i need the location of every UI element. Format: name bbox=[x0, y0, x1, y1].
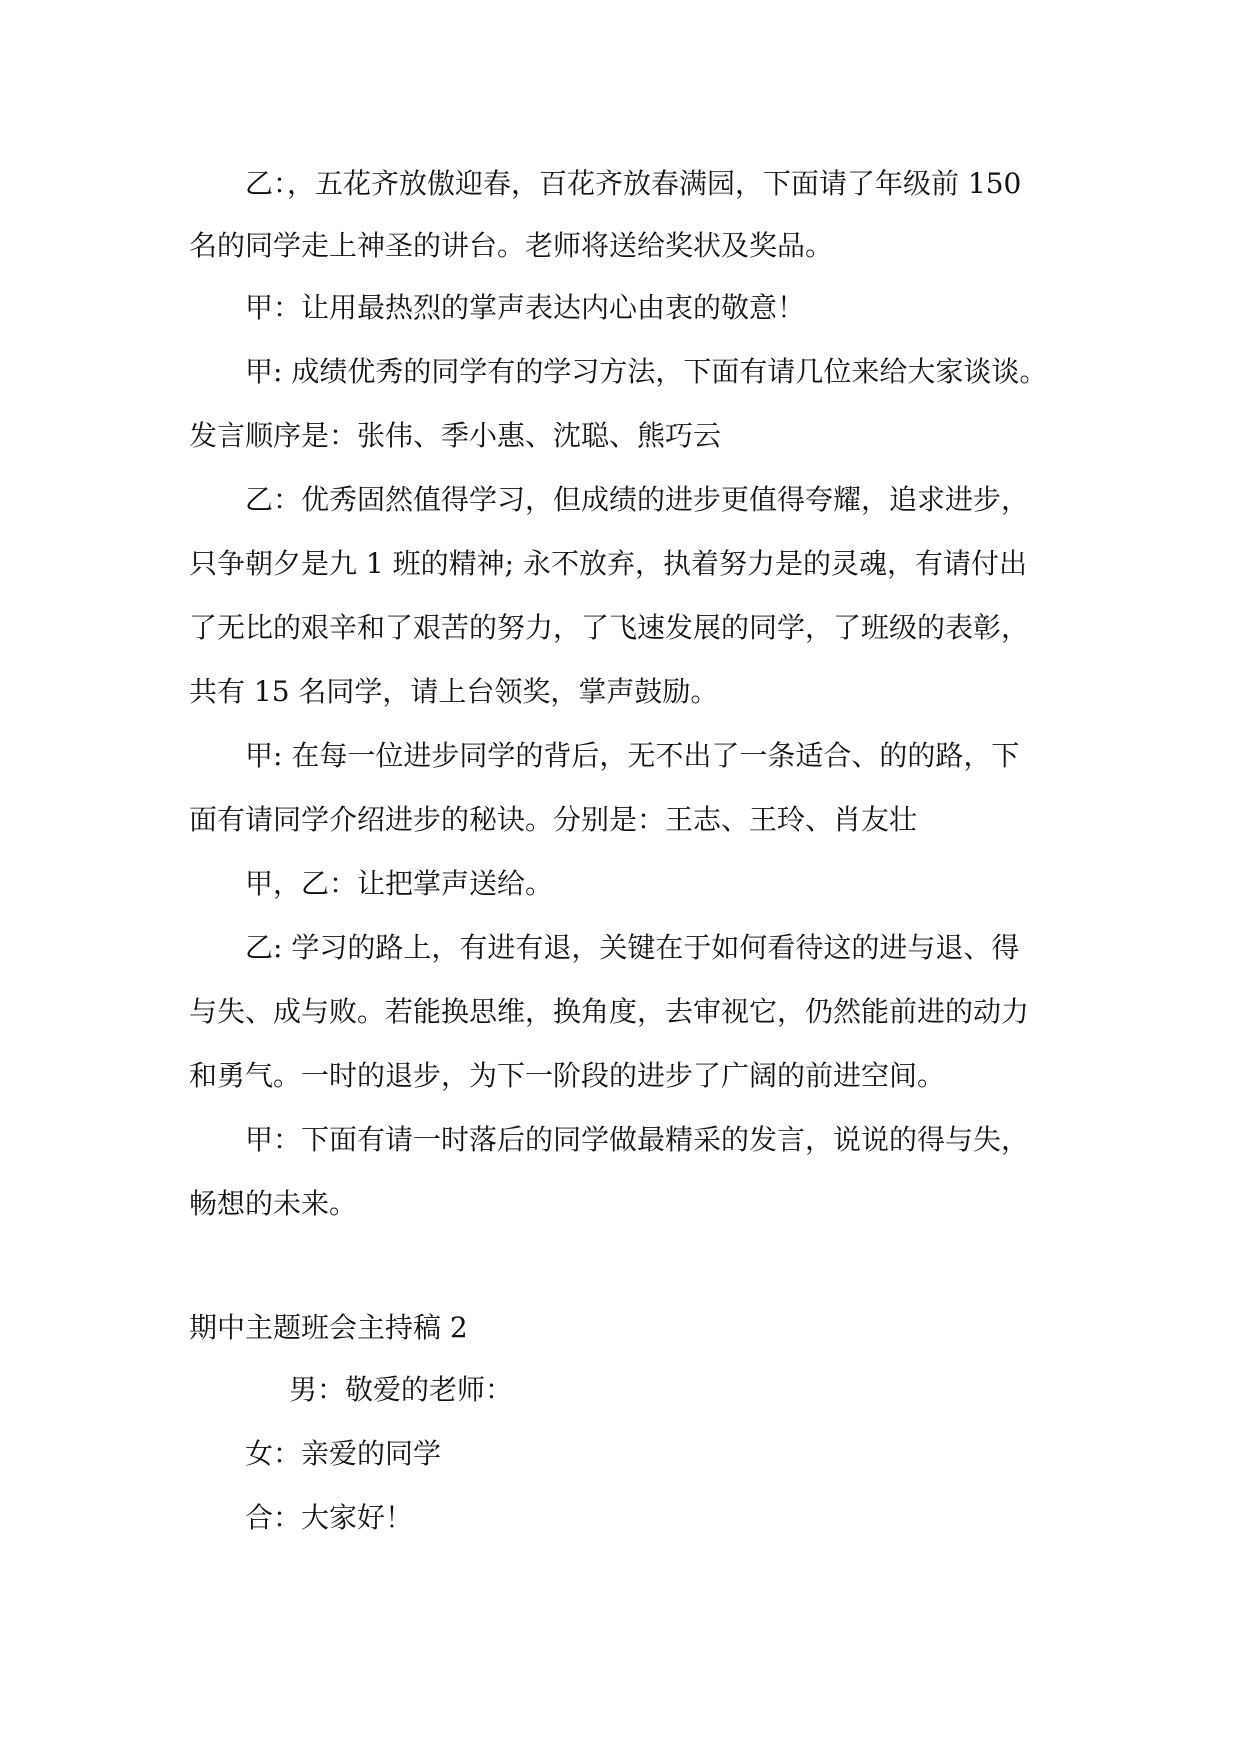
paragraph-4-line-3: 了无比的艰辛和了艰苦的努力，了飞速发展的同学，了班级的表彰， bbox=[189, 611, 1030, 644]
paragraph-5-line-1: 甲: 在每一位进步同学的背后，无不出了一条适合、的的路，下 bbox=[245, 739, 1020, 772]
paragraph-7-line-2: 与失、成与败。若能换思维，换角度，去审视它，仍然能前进的动力 bbox=[189, 995, 1030, 1028]
paragraph-4-line-2: 只争朝夕是九 1 班的精神; 永不放弃，执着努力是的灵魂，有请付出 bbox=[189, 547, 1027, 580]
dialogue-line-male: 男：敬爱的老师： bbox=[289, 1373, 514, 1406]
paragraph-8-line-1: 甲：下面有请一时落后的同学做最精采的发言，说说的得与失， bbox=[245, 1123, 1030, 1156]
paragraph-2-line-1: 甲：让用最热烈的掌声表达内心由衷的敬意！ bbox=[245, 291, 806, 324]
paragraph-3-line-2: 发言顺序是：张伟、季小惠、沈聪、熊巧云 bbox=[189, 419, 722, 452]
paragraph-5-line-2: 面有请同学介绍进步的秘诀。分别是：王志、王玲、肖友壮 bbox=[189, 803, 918, 836]
paragraph-7-line-1: 乙: 学习的路上，有进有退，关键在于如何看待这的进与退、得 bbox=[245, 931, 1020, 964]
dialogue-line-together: 合：大家好！ bbox=[245, 1501, 414, 1534]
paragraph-1-line-2: 名的同学走上神圣的讲台。老师将送给奖状及奖品。 bbox=[189, 229, 834, 262]
dialogue-line-female: 女：亲爱的同学 bbox=[245, 1437, 442, 1470]
section-title: 期中主题班会主持稿 2 bbox=[189, 1311, 468, 1344]
paragraph-6-line-1: 甲，乙：让把掌声送给。 bbox=[245, 867, 554, 900]
paragraph-8-line-2: 畅想的未来。 bbox=[189, 1187, 358, 1220]
paragraph-4-line-4: 共有 15 名同学，请上台领奖，掌声鼓励。 bbox=[189, 675, 719, 708]
paragraph-7-line-3: 和勇气。一时的退步，为下一阶段的进步了广阔的前进空间。 bbox=[189, 1059, 946, 1092]
paragraph-3-line-1: 甲: 成绩优秀的同学有的学习方法，下面有请几位来给大家谈谈。 bbox=[245, 355, 1048, 388]
paragraph-1-line-1: 乙：，五花齐放傲迎春，百花齐放春满园，下面请了年级前 150 bbox=[245, 167, 1022, 200]
paragraph-4-line-1: 乙：优秀固然值得学习，但成绩的进步更值得夸耀，追求进步， bbox=[245, 483, 1030, 516]
